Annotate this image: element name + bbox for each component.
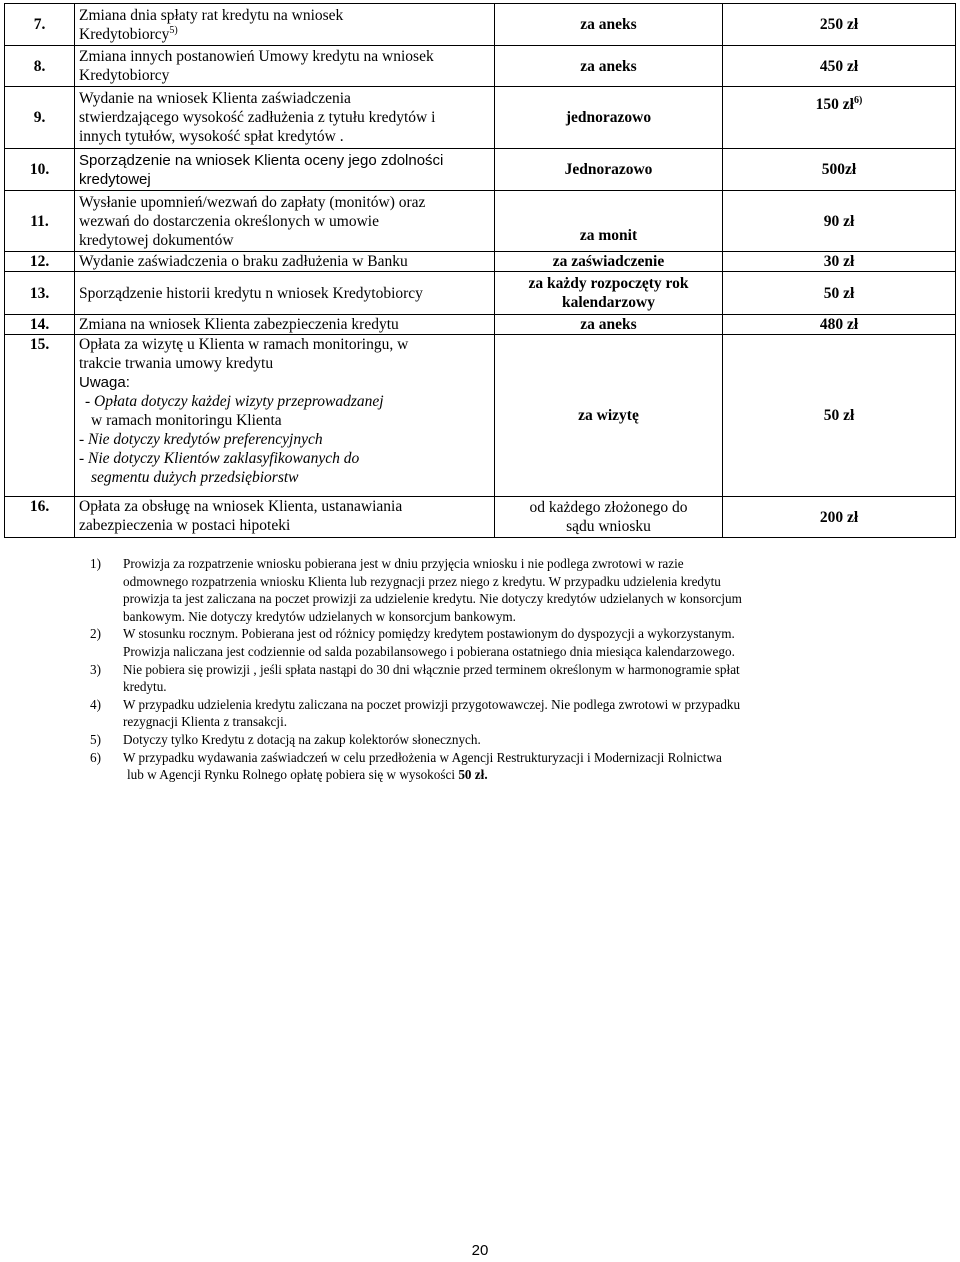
row-fee: 250 zł bbox=[723, 4, 956, 46]
row-number: 13. bbox=[5, 272, 75, 315]
row-charge-mode: od każdego złożonego do sądu wniosku bbox=[495, 497, 723, 538]
row-description: Wydanie zaświadczenia o braku zadłużenia w Banku bbox=[75, 252, 495, 272]
row-description: Zmiana innych postanowień Umowy kredytu na wniosek Kredytobiorcy bbox=[75, 46, 495, 87]
footnotes bbox=[90, 555, 880, 784]
row-charge-mode: Jednorazowo bbox=[495, 149, 723, 191]
table-row bbox=[5, 272, 956, 315]
row-charge-mode: za zaświadczenie bbox=[495, 252, 723, 272]
table-row bbox=[5, 87, 956, 149]
table-row bbox=[5, 497, 956, 538]
row-description: Zmiana na wniosek Klienta zabezpieczenia kredytu bbox=[75, 315, 495, 335]
row-fee: 480 zł bbox=[723, 315, 956, 335]
row-number: 12. bbox=[5, 252, 75, 272]
row-number: 9. bbox=[5, 87, 75, 149]
footnote-text: Prowizja za rozpatrzenie wniosku pobierana jest w dniu przyjęcia wniosku i nie podlega zwrotowi w razie odmownego rozpatrzenia wniosku Klienta lub rezygnacji przez niego z kredytu. W przypadku udzielenia kredytu prowizja ta jest zaliczana na poczet prowizji za udzielenie kredytu. Nie dotyczy kredytów udzielanych w konsorcjum bankowym. Nie dotyczy kredytów udzielanych w konsorcjum bankowym. bbox=[123, 556, 742, 624]
footnote-text: Dotyczy tylko Kredytu z dotacją na zakup kolektorów słonecznych. bbox=[123, 731, 481, 747]
row-fee: 500zł bbox=[723, 149, 956, 191]
row-description: Wysłanie upomnień/wezwań do zapłaty (monitów) oraz wezwań do dostarczenia określonych w umowie kredytowej dokumentów bbox=[75, 191, 495, 252]
footnote-text: W przypadku wydawania zaświadczeń w celu przedłożenia w Agencji Restrukturyzacji i Modernizacji Rolnictwa lub w Agencji Rynku Rolnego opłatę pobiera się w wysokości 50 zł. bbox=[123, 749, 722, 783]
row-fee: 50 zł bbox=[723, 272, 956, 315]
row-charge-mode: za aneks bbox=[495, 46, 723, 87]
row-charge-mode: jednorazowo bbox=[495, 87, 723, 149]
row-description: Sporządzenie na wniosek Klienta oceny jego zdolności kredytowej bbox=[75, 149, 495, 191]
footnote-label: 3) bbox=[90, 661, 101, 677]
table-row bbox=[5, 149, 956, 191]
row-description: Zmiana dnia spłaty rat kredytu na wniosek Kredytobiorcy$^{5)}$ bbox=[75, 4, 495, 46]
row-fee: 50 zł bbox=[723, 335, 956, 497]
row-number: 10. bbox=[5, 149, 75, 191]
row-charge-mode: za aneks bbox=[495, 315, 723, 335]
table-row bbox=[5, 335, 956, 497]
footnote bbox=[90, 749, 880, 784]
footnote-label: 1) bbox=[90, 556, 101, 571]
footnote-label: 2) bbox=[90, 626, 101, 642]
row-number: 15. bbox=[5, 335, 75, 497]
row-fee: 90 zł bbox=[723, 191, 956, 252]
row-fee: 200 zł bbox=[723, 497, 956, 538]
footnote bbox=[90, 625, 880, 660]
page-number: 20 bbox=[471, 1242, 489, 1259]
table-row bbox=[5, 191, 956, 252]
row-description: Sporządzenie historii kredytu n wniosek Kredytobiorcy bbox=[75, 272, 495, 315]
row-fee: 30 zł bbox=[723, 252, 956, 272]
row-number: 8. bbox=[5, 46, 75, 87]
row-number: 7. bbox=[5, 4, 75, 46]
footnote-ref: 6) bbox=[853, 94, 863, 106]
row-fee: 150 $zł^{6)}$ bbox=[723, 87, 956, 149]
footnote-label: 6) bbox=[90, 749, 101, 765]
row-fee: 450 zł bbox=[723, 46, 956, 87]
row-description: Wydanie na wniosek Klienta zaświadczenia stwierdzającego wysokość zadłużenia z tytułu kredytów i innych tytułów, wysokość spłat kredytów . bbox=[75, 87, 495, 149]
table-row bbox=[5, 4, 956, 46]
row-charge-mode: za każdy rozpoczęty rok kalendarzowy bbox=[495, 272, 723, 315]
footnote-text: W stosunku rocznym. Pobierana jest od różnicy pomiędzy kredytem postawionym do dyspozycji a wykorzystanym. Prowizja naliczana jest codziennie od salda pozabilansowego i pobierana ostatniego dnia miesiąca kalendarzowego. bbox=[123, 626, 735, 659]
row-charge-mode: za monit bbox=[495, 191, 723, 252]
row-charge-mode: za wizytę bbox=[495, 335, 723, 497]
footnote-ref: 5) bbox=[169, 24, 178, 36]
table-row bbox=[5, 252, 956, 272]
table-row bbox=[5, 315, 956, 335]
row-number: 11. bbox=[5, 191, 75, 252]
row-charge-mode: za aneks bbox=[495, 4, 723, 46]
footnote-text: Nie pobiera się prowizji , jeśli spłata nastąpi do 30 dni włącznie przed terminem określonym w harmonogramie spłat kredytu. bbox=[123, 661, 740, 695]
row-number: 14. bbox=[5, 315, 75, 335]
row-number: 16. bbox=[5, 497, 75, 538]
footnote-label: 5) bbox=[90, 731, 101, 747]
fee-table bbox=[4, 3, 956, 538]
footnote bbox=[90, 661, 880, 696]
table-row bbox=[5, 46, 956, 87]
footnote-text: W przypadku udzielenia kredytu zaliczana na poczet prowizji przygotowawczej. Nie podlega zwrotowi w przypadku rezygnacji Klienta z transakcji. bbox=[123, 696, 741, 730]
footnote bbox=[90, 731, 880, 749]
footnote bbox=[90, 555, 880, 625]
row-description: Opłata za wizytę u Klienta w ramach monitoringu, w trakcie trwania umowy kredytu Uwaga: - Opłata dotyczy każdej wizyty przeprowadzanej w ramach monitoringu Klienta - Nie dotyczy kredytów preferencyjnych - Nie dotyczy Klientów zaklasyfikowanych do segmentu dużych przedsiębiorstw bbox=[75, 335, 495, 497]
footnote bbox=[90, 696, 880, 731]
footnote-label: 4) bbox=[90, 696, 101, 712]
row-description: Opłata za obsługę na wniosek Klienta, ustanawiania zabezpieczenia w postaci hipoteki bbox=[75, 497, 495, 538]
